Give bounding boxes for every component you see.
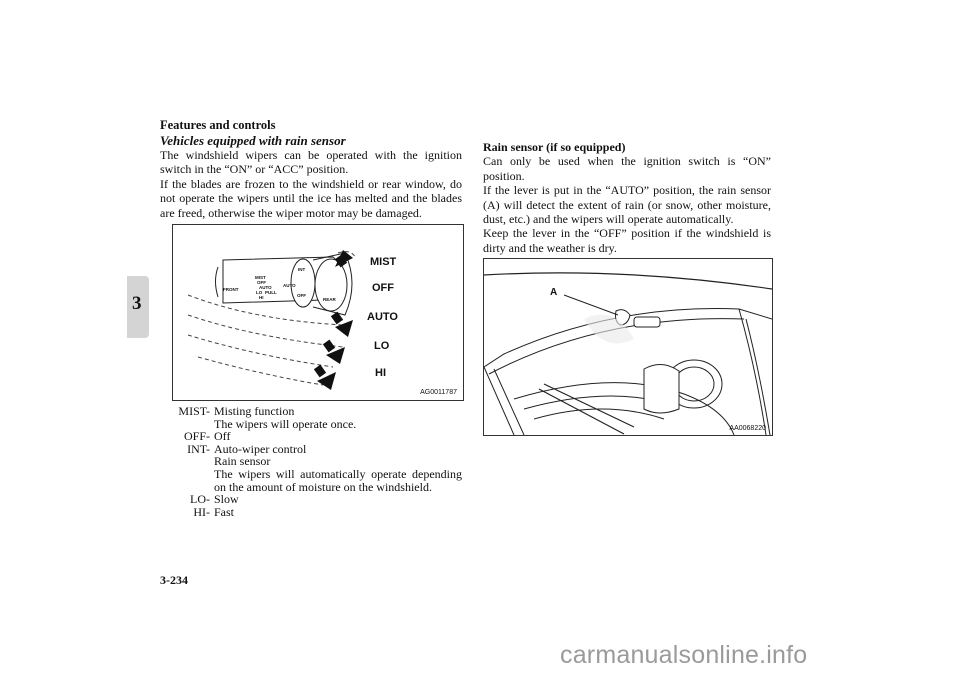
section-title: Vehicles equipped with rain sensor bbox=[160, 133, 346, 148]
position-legend bbox=[172, 405, 462, 518]
callout-mist: MIST bbox=[370, 256, 397, 268]
legend-row bbox=[172, 405, 462, 430]
switch-text: PULL bbox=[265, 290, 277, 295]
legend-text: Fast bbox=[214, 504, 235, 519]
callout-lo: LO bbox=[374, 340, 390, 352]
switch-text: REAR bbox=[323, 297, 336, 302]
switch-text: OFF bbox=[257, 280, 266, 285]
switch-text: OFF bbox=[297, 293, 306, 298]
legend-row bbox=[172, 506, 462, 519]
chapter-tab-number: 3 bbox=[132, 293, 142, 314]
legend-row bbox=[172, 493, 462, 506]
left-column bbox=[160, 133, 462, 220]
legend-text: Auto-wiper control bbox=[214, 441, 307, 456]
legend-text: Rain sensor bbox=[214, 454, 271, 469]
windshield-illustration bbox=[484, 259, 772, 435]
legend-text: The wipers will operate once. bbox=[214, 416, 357, 431]
legend-text: Slow bbox=[214, 492, 239, 507]
switch-text: MIST bbox=[255, 275, 266, 280]
legend-key: LO- bbox=[190, 492, 210, 507]
rain-sensor-figure bbox=[483, 258, 773, 436]
section-title: Rain sensor (if so equipped) bbox=[483, 140, 626, 154]
legend-key: INT- bbox=[187, 441, 210, 456]
switch-text: INT bbox=[298, 267, 306, 272]
figure-code: AA0068220 bbox=[729, 425, 766, 432]
wiper-lever-illustration bbox=[173, 225, 463, 400]
legend-key: OFF- bbox=[183, 429, 210, 444]
legend-text: Misting function bbox=[214, 404, 295, 418]
legend-key: HI- bbox=[193, 504, 210, 519]
legend-key: MIST- bbox=[178, 404, 210, 418]
page-number: 3-234 bbox=[160, 573, 188, 587]
running-header: Features and controls bbox=[160, 118, 276, 132]
callout-off: OFF bbox=[372, 282, 394, 294]
footer-watermark[interactable]: carmanualsonline.info bbox=[560, 641, 808, 669]
switch-text: AUTO bbox=[283, 283, 296, 288]
switch-text: FRONT bbox=[223, 287, 239, 292]
callout-hi: HI bbox=[375, 367, 386, 379]
callout-auto: AUTO bbox=[367, 311, 398, 323]
paragraph: If the lever is put in the “AUTO” position, the rain sensor (A) will detect the extent of rain (or snow, other moisture, dust, etc.) and the wipers will operate automatically. bbox=[483, 183, 771, 227]
switch-text: LO bbox=[256, 290, 263, 295]
paragraph: Keep the lever in the “OFF” position if the windshield is dirty and the weather is dry. bbox=[483, 226, 771, 255]
switch-text: AUTO bbox=[259, 285, 272, 290]
figure-code: AG0011787 bbox=[420, 389, 457, 396]
legend-row bbox=[172, 430, 462, 443]
wiper-lever-figure bbox=[172, 224, 464, 401]
sensor-label-a: A bbox=[550, 287, 558, 298]
paragraph: If the blades are frozen to the windshield or rear window, do not operate the wipers until the ice has melted and the blades are freed, otherwise the wiper motor may be damaged. bbox=[160, 176, 462, 220]
paragraph: The windshield wipers can be operated with the ignition switch in the “ON” or “ACC” position. bbox=[160, 148, 462, 177]
paragraph: Can only be used when the ignition switch is “ON” position. bbox=[483, 154, 771, 183]
legend-text: Off bbox=[214, 429, 231, 444]
legend-row bbox=[172, 443, 462, 493]
switch-text: HI bbox=[259, 295, 264, 300]
legend-text: The wipers will automatically operate depending on the amount of moisture on the windshield. bbox=[214, 466, 462, 494]
